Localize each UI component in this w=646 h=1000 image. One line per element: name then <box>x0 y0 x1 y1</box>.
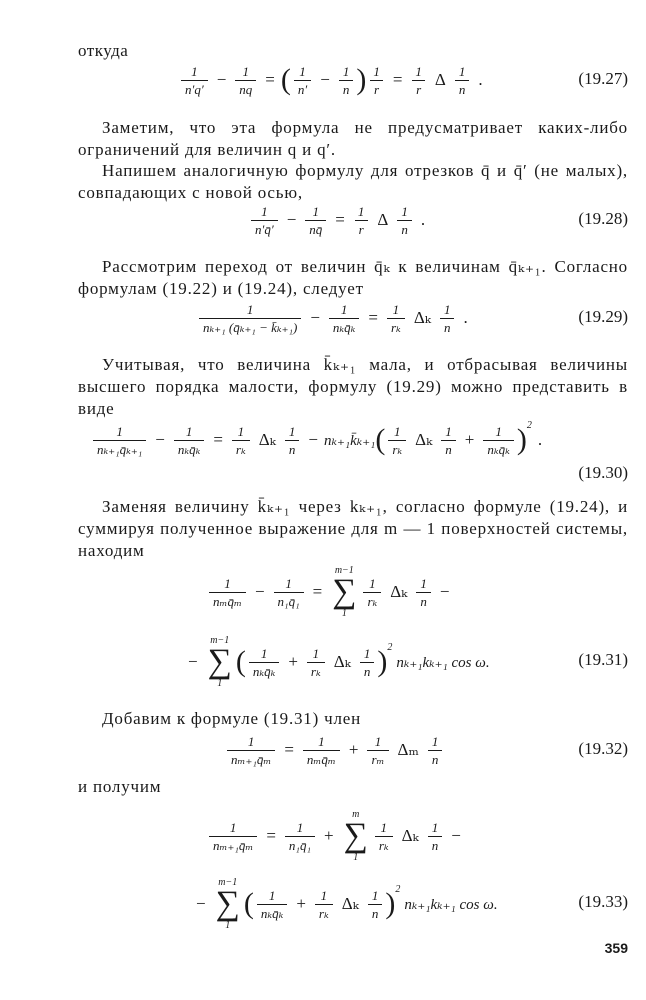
fraction: $\frac{1}{\text{nₖq̄ₖ}}$ <box>174 424 204 457</box>
fraction: $\frac{1}{nq̄}$ <box>305 204 326 237</box>
fraction: $\frac{1}{n}$ <box>360 646 375 679</box>
fraction: $\frac{1}{\text{nₖq̄ₖ}}$ <box>483 424 513 457</box>
fraction: $\frac{1}{\text{nₖq̄ₖ}}$ <box>249 646 279 679</box>
fraction: $\frac{1}{n'q̄'}$ <box>251 204 278 237</box>
fraction: $\frac{1}{\text{nₖ₊₁q̄ₖ₊₁}}$ <box>93 424 146 457</box>
heading-word: откуда <box>78 41 129 60</box>
fraction: $\frac{1}{\text{nₘq̄ₘ}}$ <box>303 734 340 767</box>
paragraph-6: Добавим к формуле (19.31) член <box>102 709 361 728</box>
equation-number: (19.29) <box>578 307 628 326</box>
paragraph-5: Заменяя величину k̄ₖ₊₁ через kₖ₊₁, согласно формуле (19.24), и суммируя полученное выражение для m — 1 поверхностей системы, находим <box>78 497 628 560</box>
equation-number: (19.32) <box>578 739 628 758</box>
fraction: $\frac{1}{n}$ <box>416 576 431 609</box>
fraction: $\frac{1}{n}$ <box>428 734 443 767</box>
fraction: $\frac{1}{\text{rₖ}}$ <box>375 820 393 853</box>
fraction: $\frac{1}{\text{nₖ₊₁ (q̄ₖ₊₁ − k̄ₖ₊₁)}}$ <box>199 302 301 335</box>
equation-19-31-line-2: − m−1 ∑ 1 ( $\frac{1}{\text{nₖq̄ₖ}}$ + $\frac{1}{\text{rₖ}}$ Δₖ $\frac{1}{n}$ ) $^2$ nₖ₊₁kₖ₊₁ cos ω. (19.31) <box>188 635 628 689</box>
fraction: $\frac{1}{n'q'}$ <box>181 64 208 97</box>
fraction: $\frac{1}{\text{nₖq̄ₖ}}$ <box>329 302 359 335</box>
equation-19-29: $\frac{1}{\text{nₖ₊₁ (q̄ₖ₊₁ − k̄ₖ₊₁)}}$ − $\frac{1}{\text{nₖq̄ₖ}}$ = $\frac{1}{\text{rₖ}}$ Δₖ $\frac{1}{n}$ . (19.29) <box>0 298 646 338</box>
equation-number: (19.31) <box>578 650 628 669</box>
fraction: $\frac{1}{\text{nₘ₊₁q̄ₘ}}$ <box>227 734 275 767</box>
sum-symbol: m−1 ∑ 1 <box>207 635 232 689</box>
fraction: $\frac{1}{\text{rₖ}}$ <box>388 424 406 457</box>
fraction: $\frac{1}{n}$ <box>441 424 456 457</box>
equation-number: (19.28) <box>578 209 628 228</box>
fraction: $\frac{1}{r}$ <box>411 64 426 97</box>
fraction: $\frac{1}{n'}$ <box>294 64 311 97</box>
fraction: $\frac{1}{n}$ <box>339 64 354 97</box>
equation-19-27: $\frac{1}{n'q'}$ − $\frac{1}{nq}$ = ( $\frac{1}{n'}$ − $\frac{1}{n}$ ) $\frac{1}{r}$ = $\frac{1}{r}$ Δ $\frac{1}{n}$ . (19.27) <box>0 60 646 100</box>
fraction: $\frac{1}{\text{rₖ}}$ <box>315 888 333 921</box>
fraction: $\frac{1}{n}$ <box>285 424 300 457</box>
sum-symbol: m ∑ 1 <box>343 809 368 863</box>
equation-19-31-line-1: $\frac{1}{\text{nₘq̄ₘ}}$ − $\frac{1}{\text{n₁q̄₁}}$ = m−1 ∑ 1 $\frac{1}{\text{rₖ}}$ Δₖ $\frac{1}{n}$ − <box>0 562 646 622</box>
equation-19-32: $\frac{1}{\text{nₘ₊₁q̄ₘ}}$ = $\frac{1}{\text{nₘq̄ₘ}}$ + $\frac{1}{\text{rₘ}}$ Δₘ $\frac{1}{n}$ (19.32) <box>0 730 646 770</box>
fraction: $\frac{1}{\text{rₖ}}$ <box>307 646 325 679</box>
equation-19-33-line-1: $\frac{1}{\text{nₘ₊₁q̄ₘ}}$ = $\frac{1}{\text{n₁q̄₁}}$ + m ∑ 1 $\frac{1}{\text{rₖ}}$ Δₖ $\frac{1}{n}$ − <box>0 806 646 866</box>
equation-number: (19.33) <box>578 892 628 911</box>
equation-19-33-line-2: − m−1 ∑ 1 ( $\frac{1}{\text{nₖq̄ₖ}}$ + $\frac{1}{\text{rₖ}}$ Δₖ $\frac{1}{n}$ ) $^2$ nₖ₊₁kₖ₊₁ cos ω. (19.33) <box>196 877 628 931</box>
equation-19-28: $\frac{1}{n'q̄'}$ − $\frac{1}{nq̄}$ = $\frac{1}{r}$ Δ $\frac{1}{n}$ . (19.28) <box>0 200 646 240</box>
fraction: $\frac{1}{\text{n₁q̄₁}}$ <box>274 576 304 609</box>
fraction: $\frac{1}{n}$ <box>455 64 470 97</box>
equation-number: (19.30) <box>578 463 628 482</box>
fraction: $\frac{1}{n}$ <box>440 302 455 335</box>
fraction: $\frac{1}{\text{rₖ}}$ <box>232 424 250 457</box>
fraction: $\frac{1}{\text{rₖ}}$ <box>387 302 405 335</box>
fraction: $\frac{1}{n}$ <box>397 204 412 237</box>
fraction: $\frac{1}{\text{rₘ}}$ <box>367 734 388 767</box>
equation-number: (19.27) <box>578 69 628 88</box>
fraction: $\frac{1}{r}$ <box>354 204 369 237</box>
fraction: $\frac{1}{\text{nₘq̄ₘ}}$ <box>209 576 246 609</box>
equation-19-30: $\frac{1}{\text{nₖ₊₁q̄ₖ₊₁}}$ − $\frac{1}{\text{nₖq̄ₖ}}$ = $\frac{1}{\text{rₖ}}$ Δₖ $\frac{1}{n}$ − nₖ₊₁k̄ₖ₊₁ ( $\frac{1}{\text{rₖ}}$ Δₖ $\frac{1}{n}$ + $\frac{1}{\text{nₖq̄ₖ}}$ ) $^2$ . (19.30) <box>0 420 646 480</box>
paragraph-4: Учитывая, что величина k̄ₖ₊₁ мала, и отбрасывая величины высшего порядка малости, формулу (19.29) можно представить в виде <box>78 355 628 418</box>
fraction: $\frac{1}{\text{n₁q̄₁}}$ <box>285 820 315 853</box>
fraction: $\frac{1}{\text{rₖ}}$ <box>363 576 381 609</box>
fraction: $\frac{1}{n}$ <box>428 820 443 853</box>
page-number: 359 <box>604 940 628 956</box>
fraction: $\frac{1}{\text{nₘ₊₁q̄ₘ}}$ <box>209 820 257 853</box>
paragraph-2: Напишем аналогичную формулу для отрезков q̄ и q̄′ (не малых), совпадающих с новой осью, <box>78 161 628 202</box>
fraction: $\frac{1}{\text{nₖq̄ₖ}}$ <box>257 888 287 921</box>
sum-symbol: m−1 ∑ 1 <box>332 565 357 619</box>
fraction: $\frac{1}{r}$ <box>369 64 384 97</box>
paragraph-1: Заметим, что эта формула не предусматривает каких-либо ограничений для величин q и q′. <box>78 118 628 159</box>
fraction: $\frac{1}{n}$ <box>368 888 383 921</box>
paragraph-3: Рассмотрим переход от величин q̄ₖ к величинам q̄ₖ₊₁. Согласно формулам (19.22) и (19.24), следует <box>78 257 628 298</box>
fraction: $\frac{1}{nq}$ <box>235 64 256 97</box>
sum-symbol: m−1 ∑ 1 <box>215 877 240 931</box>
paragraph-7: и получим <box>78 777 162 796</box>
